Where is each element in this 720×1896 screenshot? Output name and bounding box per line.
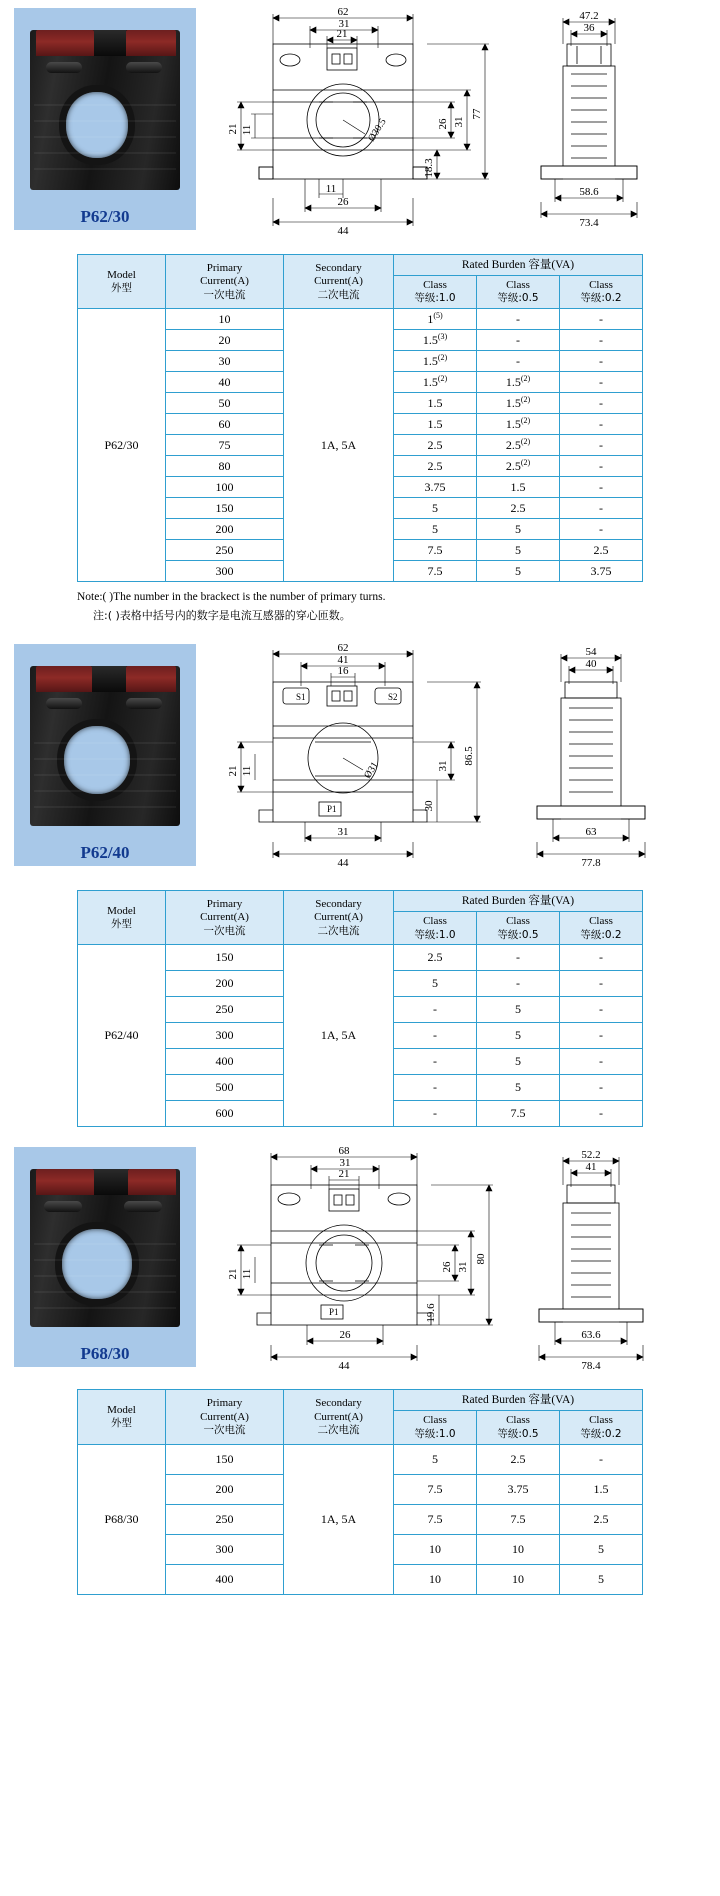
cell-class-1-0: 2.5 xyxy=(394,456,477,477)
svg-text:68: 68 xyxy=(338,1145,350,1158)
svg-text:80: 80 xyxy=(475,1253,487,1265)
cell-class-0-2: - xyxy=(560,1023,643,1049)
svg-text:11: 11 xyxy=(241,765,253,777)
svg-text:54: 54 xyxy=(585,646,597,659)
cell-class-0-2: - xyxy=(560,330,643,351)
cell-primary-current: 250 xyxy=(166,997,284,1023)
cell-class-1-0: 10 xyxy=(394,1534,477,1564)
cell-class-0-2: 1.5 xyxy=(560,1474,643,1504)
cell-class-0-2: - xyxy=(560,393,643,414)
cell-class-1-0: - xyxy=(394,1075,477,1101)
cell-primary-current: 200 xyxy=(166,519,284,540)
cell-primary-current: 150 xyxy=(166,1444,284,1474)
header-class-1-0: Class 等级:1.0 xyxy=(394,1411,477,1444)
header-model: Model 外型 xyxy=(78,891,166,945)
product-photo-p62-40 xyxy=(14,644,196,866)
cell-class-1-0: - xyxy=(394,1101,477,1127)
cell-class-1-0: 7.5 xyxy=(394,561,477,582)
svg-text:31: 31 xyxy=(437,760,449,772)
cell-secondary-current: 1A, 5A xyxy=(284,309,394,582)
svg-text:16: 16 xyxy=(337,665,349,678)
cell-class-0-2: 3.75 xyxy=(560,561,643,582)
table-note-p62-30 xyxy=(77,589,643,624)
cell-primary-current: 100 xyxy=(166,477,284,498)
cell-primary-current: 200 xyxy=(166,1474,284,1504)
svg-text:19.6: 19.6 xyxy=(425,1303,437,1323)
cell-class-0-5: 7.5 xyxy=(477,1101,560,1127)
cell-class-0-5: 7.5 xyxy=(477,1504,560,1534)
cell-class-0-5: 10 xyxy=(477,1564,560,1594)
header-rated-burden: Rated Burden 容量(VA) xyxy=(394,255,643,276)
cell-class-0-2: - xyxy=(560,945,643,971)
cell-primary-current: 250 xyxy=(166,1504,284,1534)
cell-class-0-2: 2.5 xyxy=(560,1504,643,1534)
header-primary-current: Primary Current(A) 一次电流 xyxy=(166,255,284,309)
header-rated-burden: Rated Burden 容量(VA) xyxy=(394,1390,643,1411)
cell-class-1-0: 1.5$^{(2)}$ xyxy=(394,351,477,372)
header-secondary-current: Secondary Current(A) 二次电流 xyxy=(284,255,394,309)
cell-class-1-0: 2.5 xyxy=(394,435,477,456)
svg-text:S2: S2 xyxy=(388,692,398,703)
note-line-cn: 注:( )表格中括号内的数字是电流互感器的穿心匝数。 xyxy=(93,609,351,623)
cell-class-0-5: - xyxy=(477,309,560,330)
svg-text:62: 62 xyxy=(337,642,349,655)
spec-table-p68-30 xyxy=(77,1389,643,1594)
svg-text:21: 21 xyxy=(227,123,239,135)
cell-class-0-2: - xyxy=(560,519,643,540)
product-photo-p62-30 xyxy=(14,8,196,230)
cell-primary-current: 80 xyxy=(166,456,284,477)
svg-text:26: 26 xyxy=(441,1261,453,1273)
svg-text:44: 44 xyxy=(337,857,349,870)
cell-class-0-5: 5 xyxy=(477,519,560,540)
svg-text:30: 30 xyxy=(423,800,435,812)
cell-primary-current: 150 xyxy=(166,498,284,519)
cell-primary-current: 200 xyxy=(166,971,284,997)
cell-class-0-2: - xyxy=(560,1075,643,1101)
product-image xyxy=(14,1147,196,1341)
svg-text:73.4: 73.4 xyxy=(579,217,599,229)
cell-class-1-0: - xyxy=(394,1023,477,1049)
cell-class-0-5: 2.5$^{(2)}$ xyxy=(477,435,560,456)
cell-class-0-2: - xyxy=(560,1444,643,1474)
svg-text:26: 26 xyxy=(437,118,449,130)
cell-class-0-2: 5 xyxy=(560,1534,643,1564)
cell-class-1-0: 5 xyxy=(394,498,477,519)
cell-class-1-0: - xyxy=(394,1049,477,1075)
cell-class-0-5: 3.75 xyxy=(477,1474,560,1504)
svg-text:44: 44 xyxy=(337,225,349,237)
svg-text:31: 31 xyxy=(453,116,465,128)
cell-class-1-0: 1$^{(5)}$ xyxy=(394,309,477,330)
header-class-0-2: Class 等级:0.2 xyxy=(560,912,643,945)
model-label-p68-30: P68/30 xyxy=(14,1341,196,1367)
svg-text:41: 41 xyxy=(585,1161,597,1174)
svg-text:36: 36 xyxy=(583,22,595,34)
header-class-0-2: Class 等级:0.2 xyxy=(560,276,643,309)
cell-class-0-5: 2.5$^{(2)}$ xyxy=(477,456,560,477)
cell-primary-current: 30 xyxy=(166,351,284,372)
product-image xyxy=(14,644,196,840)
cell-class-0-2: - xyxy=(560,498,643,519)
cell-model: P68/30 xyxy=(78,1444,166,1594)
svg-text:31: 31 xyxy=(457,1261,469,1273)
svg-text:26: 26 xyxy=(339,1329,351,1342)
svg-text:P1: P1 xyxy=(327,804,337,815)
cell-class-1-0: 10 xyxy=(394,1564,477,1594)
cell-primary-current: 600 xyxy=(166,1101,284,1127)
product-section-p68-30 xyxy=(0,1141,720,1385)
header-class-0-2: Class 等级:0.2 xyxy=(560,1411,643,1444)
svg-text:77.8: 77.8 xyxy=(581,857,601,870)
svg-text:47.2: 47.2 xyxy=(579,10,599,22)
note-line-en: Note:( )The number in the brackect is the number of primary turns. xyxy=(77,591,386,604)
cell-primary-current: 300 xyxy=(166,561,284,582)
cell-class-0-5: 1.5$^{(2)}$ xyxy=(477,393,560,414)
header-model: Model 外型 xyxy=(78,1390,166,1444)
cell-class-0-2: - xyxy=(560,997,643,1023)
svg-text:26: 26 xyxy=(337,196,349,208)
spec-table-body xyxy=(78,1444,643,1594)
header-class-1-0: Class 等级:1.0 xyxy=(394,276,477,309)
cell-class-1-0: 7.5 xyxy=(394,540,477,561)
svg-text:63: 63 xyxy=(585,826,597,839)
svg-text:31: 31 xyxy=(337,826,349,839)
cell-secondary-current: 1A, 5A xyxy=(284,945,394,1127)
spec-table-body xyxy=(78,309,643,582)
svg-text:S1: S1 xyxy=(296,692,306,703)
cell-class-1-0: 5 xyxy=(394,1444,477,1474)
cell-class-1-0: 3.75 xyxy=(394,477,477,498)
header-primary-current: Primary Current(A) 一次电流 xyxy=(166,1390,284,1444)
cell-class-1-0: - xyxy=(394,997,477,1023)
table-row xyxy=(78,945,643,971)
cell-class-0-5: - xyxy=(477,945,560,971)
svg-text:21: 21 xyxy=(227,765,239,777)
cell-class-0-5: 5 xyxy=(477,1023,560,1049)
header-class-0-5: Class 等级:0.5 xyxy=(477,1411,560,1444)
dim-62: 62 xyxy=(337,6,349,18)
cell-class-0-5: 1.5$^{(2)}$ xyxy=(477,372,560,393)
cell-class-1-0: 2.5 xyxy=(394,945,477,971)
spec-table-body xyxy=(78,945,643,1127)
header-class-1-0: Class 等级:1.0 xyxy=(394,912,477,945)
svg-text:58.6: 58.6 xyxy=(579,186,599,198)
cell-class-0-5: 2.5 xyxy=(477,498,560,519)
svg-text:40: 40 xyxy=(585,658,597,671)
table-row xyxy=(78,1444,643,1474)
cell-class-0-5: 5 xyxy=(477,1075,560,1101)
svg-text:31: 31 xyxy=(339,1157,351,1170)
cell-class-1-0: 5 xyxy=(394,519,477,540)
header-secondary-current: Secondary Current(A) 二次电流 xyxy=(284,1390,394,1444)
svg-text:52.2: 52.2 xyxy=(581,1149,601,1162)
cell-class-0-5: 5 xyxy=(477,540,560,561)
svg-text:Ø31: Ø31 xyxy=(362,760,381,781)
dimension-drawings-p62-40 xyxy=(215,638,715,878)
cell-class-0-2: - xyxy=(560,1049,643,1075)
cell-primary-current: 20 xyxy=(166,330,284,351)
product-image xyxy=(14,8,196,204)
cell-primary-current: 150 xyxy=(166,945,284,971)
cell-class-1-0: 7.5 xyxy=(394,1474,477,1504)
cell-secondary-current: 1A, 5A xyxy=(284,1444,394,1594)
svg-text:21: 21 xyxy=(227,1268,239,1280)
cell-class-0-5: 10 xyxy=(477,1534,560,1564)
cell-class-1-0: 1.5$^{(3)}$ xyxy=(394,330,477,351)
cell-primary-current: 40 xyxy=(166,372,284,393)
svg-text:77: 77 xyxy=(471,108,483,120)
svg-text:31: 31 xyxy=(338,18,350,30)
header-class-0-5: Class 等级:0.5 xyxy=(477,276,560,309)
svg-text:11: 11 xyxy=(241,1269,253,1280)
cell-class-0-2: - xyxy=(560,351,643,372)
model-label-p62-40: P62/40 xyxy=(14,840,196,866)
svg-text:21: 21 xyxy=(336,28,348,40)
cell-class-1-0: 7.5 xyxy=(394,1504,477,1534)
cell-primary-current: 75 xyxy=(166,435,284,456)
product-section-p62-40 xyxy=(0,638,720,886)
cell-class-0-5: 5 xyxy=(477,561,560,582)
cell-class-1-0: 5 xyxy=(394,971,477,997)
svg-text:44: 44 xyxy=(338,1360,350,1373)
cell-class-0-2: - xyxy=(560,971,643,997)
svg-text:78.4: 78.4 xyxy=(581,1360,601,1373)
cell-class-0-5: - xyxy=(477,351,560,372)
cell-class-0-5: 1.5$^{(2)}$ xyxy=(477,414,560,435)
cell-primary-current: 500 xyxy=(166,1075,284,1101)
header-class-0-5: Class 等级:0.5 xyxy=(477,912,560,945)
cell-class-0-2: 5 xyxy=(560,1564,643,1594)
dimension-drawings-p62-30 xyxy=(215,2,715,242)
cell-class-0-5: - xyxy=(477,971,560,997)
cell-class-0-5: 5 xyxy=(477,1049,560,1075)
product-section-p62-30 xyxy=(0,0,720,248)
cell-primary-current: 300 xyxy=(166,1023,284,1049)
cell-class-1-0: 1.5 xyxy=(394,393,477,414)
table-row xyxy=(78,309,643,330)
cell-model: P62/30 xyxy=(78,309,166,582)
cell-model: P62/40 xyxy=(78,945,166,1127)
svg-text:Ø30.5: Ø30.5 xyxy=(366,116,389,144)
spec-table-p62-40 xyxy=(77,890,643,1127)
cell-primary-current: 60 xyxy=(166,414,284,435)
svg-text:11: 11 xyxy=(325,183,337,195)
svg-text:21: 21 xyxy=(338,1168,350,1181)
cell-class-0-5: - xyxy=(477,330,560,351)
cell-class-0-2: - xyxy=(560,435,643,456)
cell-class-0-2: - xyxy=(560,1101,643,1127)
spec-table-p62-30 xyxy=(77,254,643,582)
svg-text:41: 41 xyxy=(337,654,349,667)
cell-class-0-5: 5 xyxy=(477,997,560,1023)
cell-primary-current: 250 xyxy=(166,540,284,561)
cell-primary-current: 50 xyxy=(166,393,284,414)
model-label-p62-30: P62/30 xyxy=(14,204,196,230)
cell-primary-current: 10 xyxy=(166,309,284,330)
cell-class-1-0: 1.5 xyxy=(394,414,477,435)
cell-primary-current: 400 xyxy=(166,1564,284,1594)
dimension-drawings-p68-30 xyxy=(215,1141,715,1381)
cell-class-0-5: 1.5 xyxy=(477,477,560,498)
cell-class-1-0: 1.5$^{(2)}$ xyxy=(394,372,477,393)
cell-class-0-2: - xyxy=(560,414,643,435)
cell-class-0-2: - xyxy=(560,309,643,330)
svg-text:11: 11 xyxy=(241,124,253,136)
header-model: Model 外型 xyxy=(78,255,166,309)
svg-text:86.5: 86.5 xyxy=(463,746,475,766)
svg-text:P1: P1 xyxy=(329,1307,339,1318)
cell-primary-current: 400 xyxy=(166,1049,284,1075)
header-rated-burden: Rated Burden 容量(VA) xyxy=(394,891,643,912)
cell-primary-current: 300 xyxy=(166,1534,284,1564)
svg-text:18.3: 18.3 xyxy=(423,158,435,178)
cell-class-0-2: - xyxy=(560,372,643,393)
header-secondary-current: Secondary Current(A) 二次电流 xyxy=(284,891,394,945)
header-primary-current: Primary Current(A) 一次电流 xyxy=(166,891,284,945)
product-photo-p68-30 xyxy=(14,1147,196,1367)
cell-class-0-5: 2.5 xyxy=(477,1444,560,1474)
cell-class-0-2: 2.5 xyxy=(560,540,643,561)
svg-text:63.6: 63.6 xyxy=(581,1329,601,1342)
cell-class-0-2: - xyxy=(560,456,643,477)
cell-class-0-2: - xyxy=(560,477,643,498)
